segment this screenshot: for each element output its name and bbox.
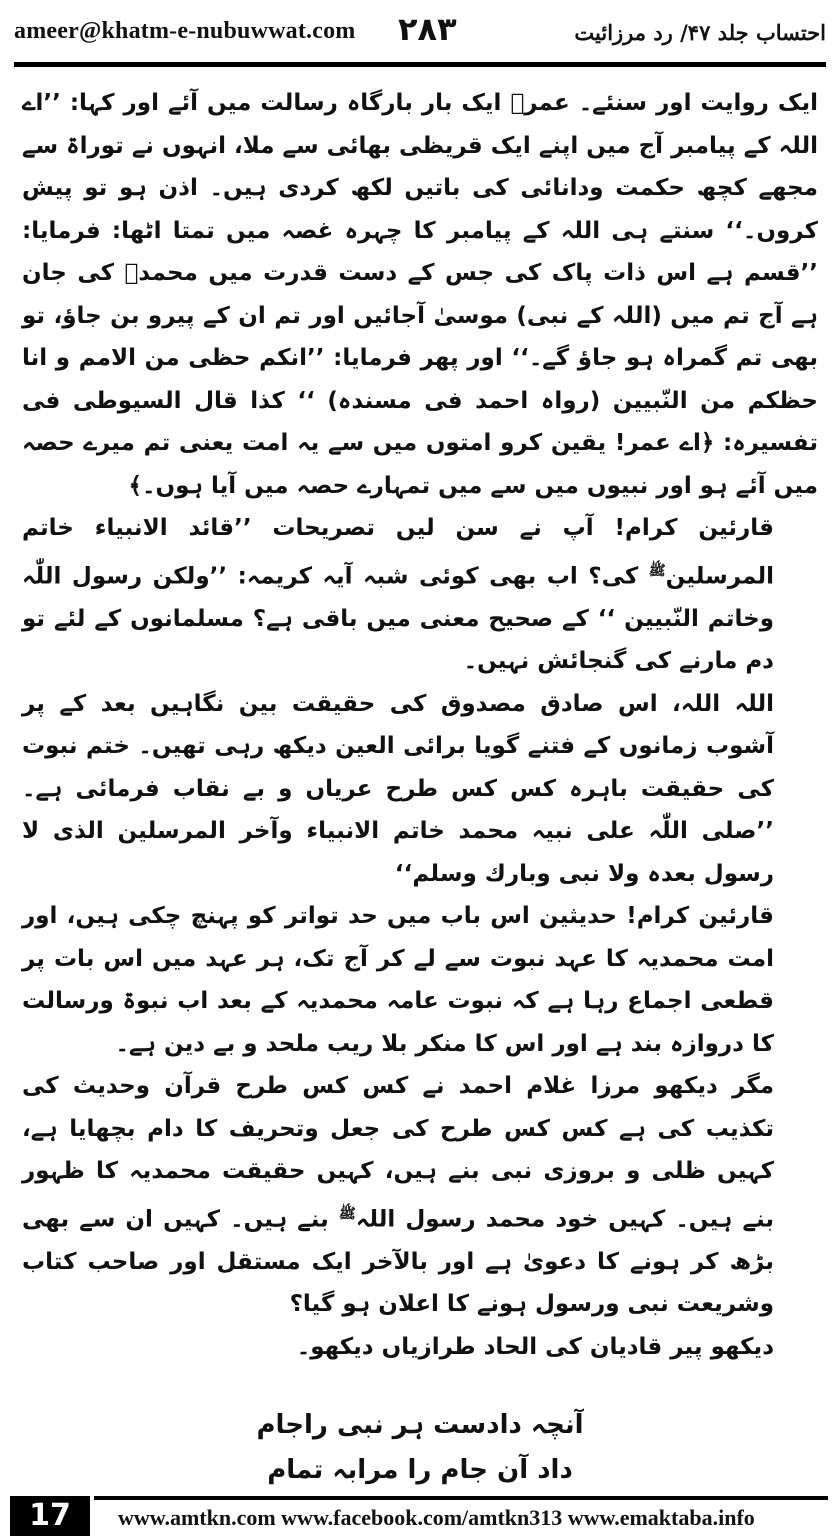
paragraph-5 xyxy=(22,1065,818,1326)
paragraph-4: قارئین کرام! حدیثین اس باب میں حد تواتر کو پہنچ چکی ہیں، اور امت محمدیہ کا عہد نبوت سے لے کر آج تک، ہر عہد میں اس بات پر قطعی اجماع رہا ہے کہ نبوت عامہ محمدیہ کے بعد اب نبوۃ ورسالت کا دروازہ بند ہے اور اس کا منکر بلا ریب ملحد و بے دین ہے۔ xyxy=(22,903,774,1057)
pbuh-mark: ﷺ xyxy=(338,1205,356,1222)
paragraph-1: ایک روایت اور سنئے۔ عمرؓ ایک بار بارگاہ رسالت میں آئے اور کہا: ’’اے اللہ کے پیامبر آج میں اپنے ایک قریظی بھائی سے ملا، انہوں نے توراۃ سے مجھے کچھ حکمت ودانائی کی باتیں لکھ کردی ہیں۔ اذن ہو تو پیش کروں۔‘‘ سنتے ہی اللہ کے پیامبر کا چہرہ غصہ میں تمتا اٹھا: فرمایا: ’’قسم ہے اس ذات پاک کی جس کے دست قدرت میں محمدؐ کی جان ہے آج تم میں (اللہ کے نبی) موسیٰ آجائیں اور تم ان کے پیرو بن جاؤ، تو بھی تم گمراہ ہو جاؤ گے۔‘‘ اور پھر فرمایا: ’’انکم حظی من الامم و انا حظکم من النّبیین (رواہ احمد فی مسندہ) ‘‘ کذا قال السیوطی فی تفسیرہ: ﴿اے عمر! یقین کرو امتوں میں سے یہ امت یعنی تم میرے حصہ میں آئے ہو اور نبیوں میں سے میں تمہارے حصہ میں آیا ہوں۔﴾ xyxy=(22,90,818,499)
pbuh-mark: ﷺ xyxy=(648,562,666,579)
footer-rule xyxy=(94,1496,828,1500)
footer-serial: 17 xyxy=(10,1496,90,1536)
book-title: احتساب جلد ۴۷/ رد مرزائیت xyxy=(574,20,826,45)
paragraph-3: اللہ اللہ، اس صادق مصدوق کی حقیقت بین نگاہیں بعد کے پر آشوب زمانوں کے فتنے گویا برائی العین دیکھ رہی تھیں۔ ختم نبوت کی حقیقت باہرہ کس کس طرح عریاں و بے نقاب فرمائی ہے۔ ’’صلی اللّٰہ علی نبیہ محمد خاتم الانبیاء وآخر المرسلین الذی لا رسول بعدہ ولا نبی وبارك وسلم‘‘ xyxy=(22,690,774,887)
paragraph-2-cont: کی؟ اب بھی کوئی شبہ آیہ کریمہ: ’’ولکن رسول اللّٰہ وخاتم النّبیین ‘‘ کے صحیح معنی میں باقی ہے؟ مسلمانوں کے لئے تو دم مارنے کی گنجائش نہیں۔ xyxy=(22,563,774,675)
page-number: ۲۸۳ xyxy=(398,10,457,48)
paragraph-5-text: مگر دیکھو مرزا غلام احمد نے کس کس طرح قرآن وحدیث کی تکذیب کی ہے کس کس طرح کی جعل وتحریف کا دام بچھایا ہے، کہیں ظلی و بروزی نبی بنے ہیں، کہیں حقیقت محمدیہ کا ظہور بنے ہیں۔ کہیں خود محمد رسول اللہ xyxy=(22,1073,774,1233)
page-header xyxy=(14,10,826,58)
body-text xyxy=(22,82,818,1368)
verse-line-1: آنچہ دادست ہر نبی راجام xyxy=(256,1410,584,1440)
paragraph-2 xyxy=(22,507,818,683)
verse-line-2: داد آن جام را مرابہ تمام xyxy=(267,1455,573,1485)
paragraph-6: دیکھو پیر قادیان کی الحاد طرازیاں دیکھو۔ xyxy=(296,1333,774,1360)
header-rule xyxy=(14,62,826,67)
footer-links[interactable]: www.amtkn.com www.facebook.com/amtkn313 www.emaktaba.info xyxy=(118,1505,755,1530)
paragraph-5-cont: بنے ہیں۔ کہیں ان سے بھی بڑھ کر ہونے کا دعویٰ ہے اور بالآخر ایک مستقل اور صاحب کتاب وشریعت نبی ورسول ہونے کا اعلان ہو گیا؟ xyxy=(22,1206,774,1318)
header-email[interactable]: ameer@khatm-e-nubuwwat.com xyxy=(14,18,356,44)
paragraph-2-text: قارئین کرام! آپ نے سن لیں تصریحات ’’قائد الانبیاء خاتم المرسلین xyxy=(22,515,774,590)
